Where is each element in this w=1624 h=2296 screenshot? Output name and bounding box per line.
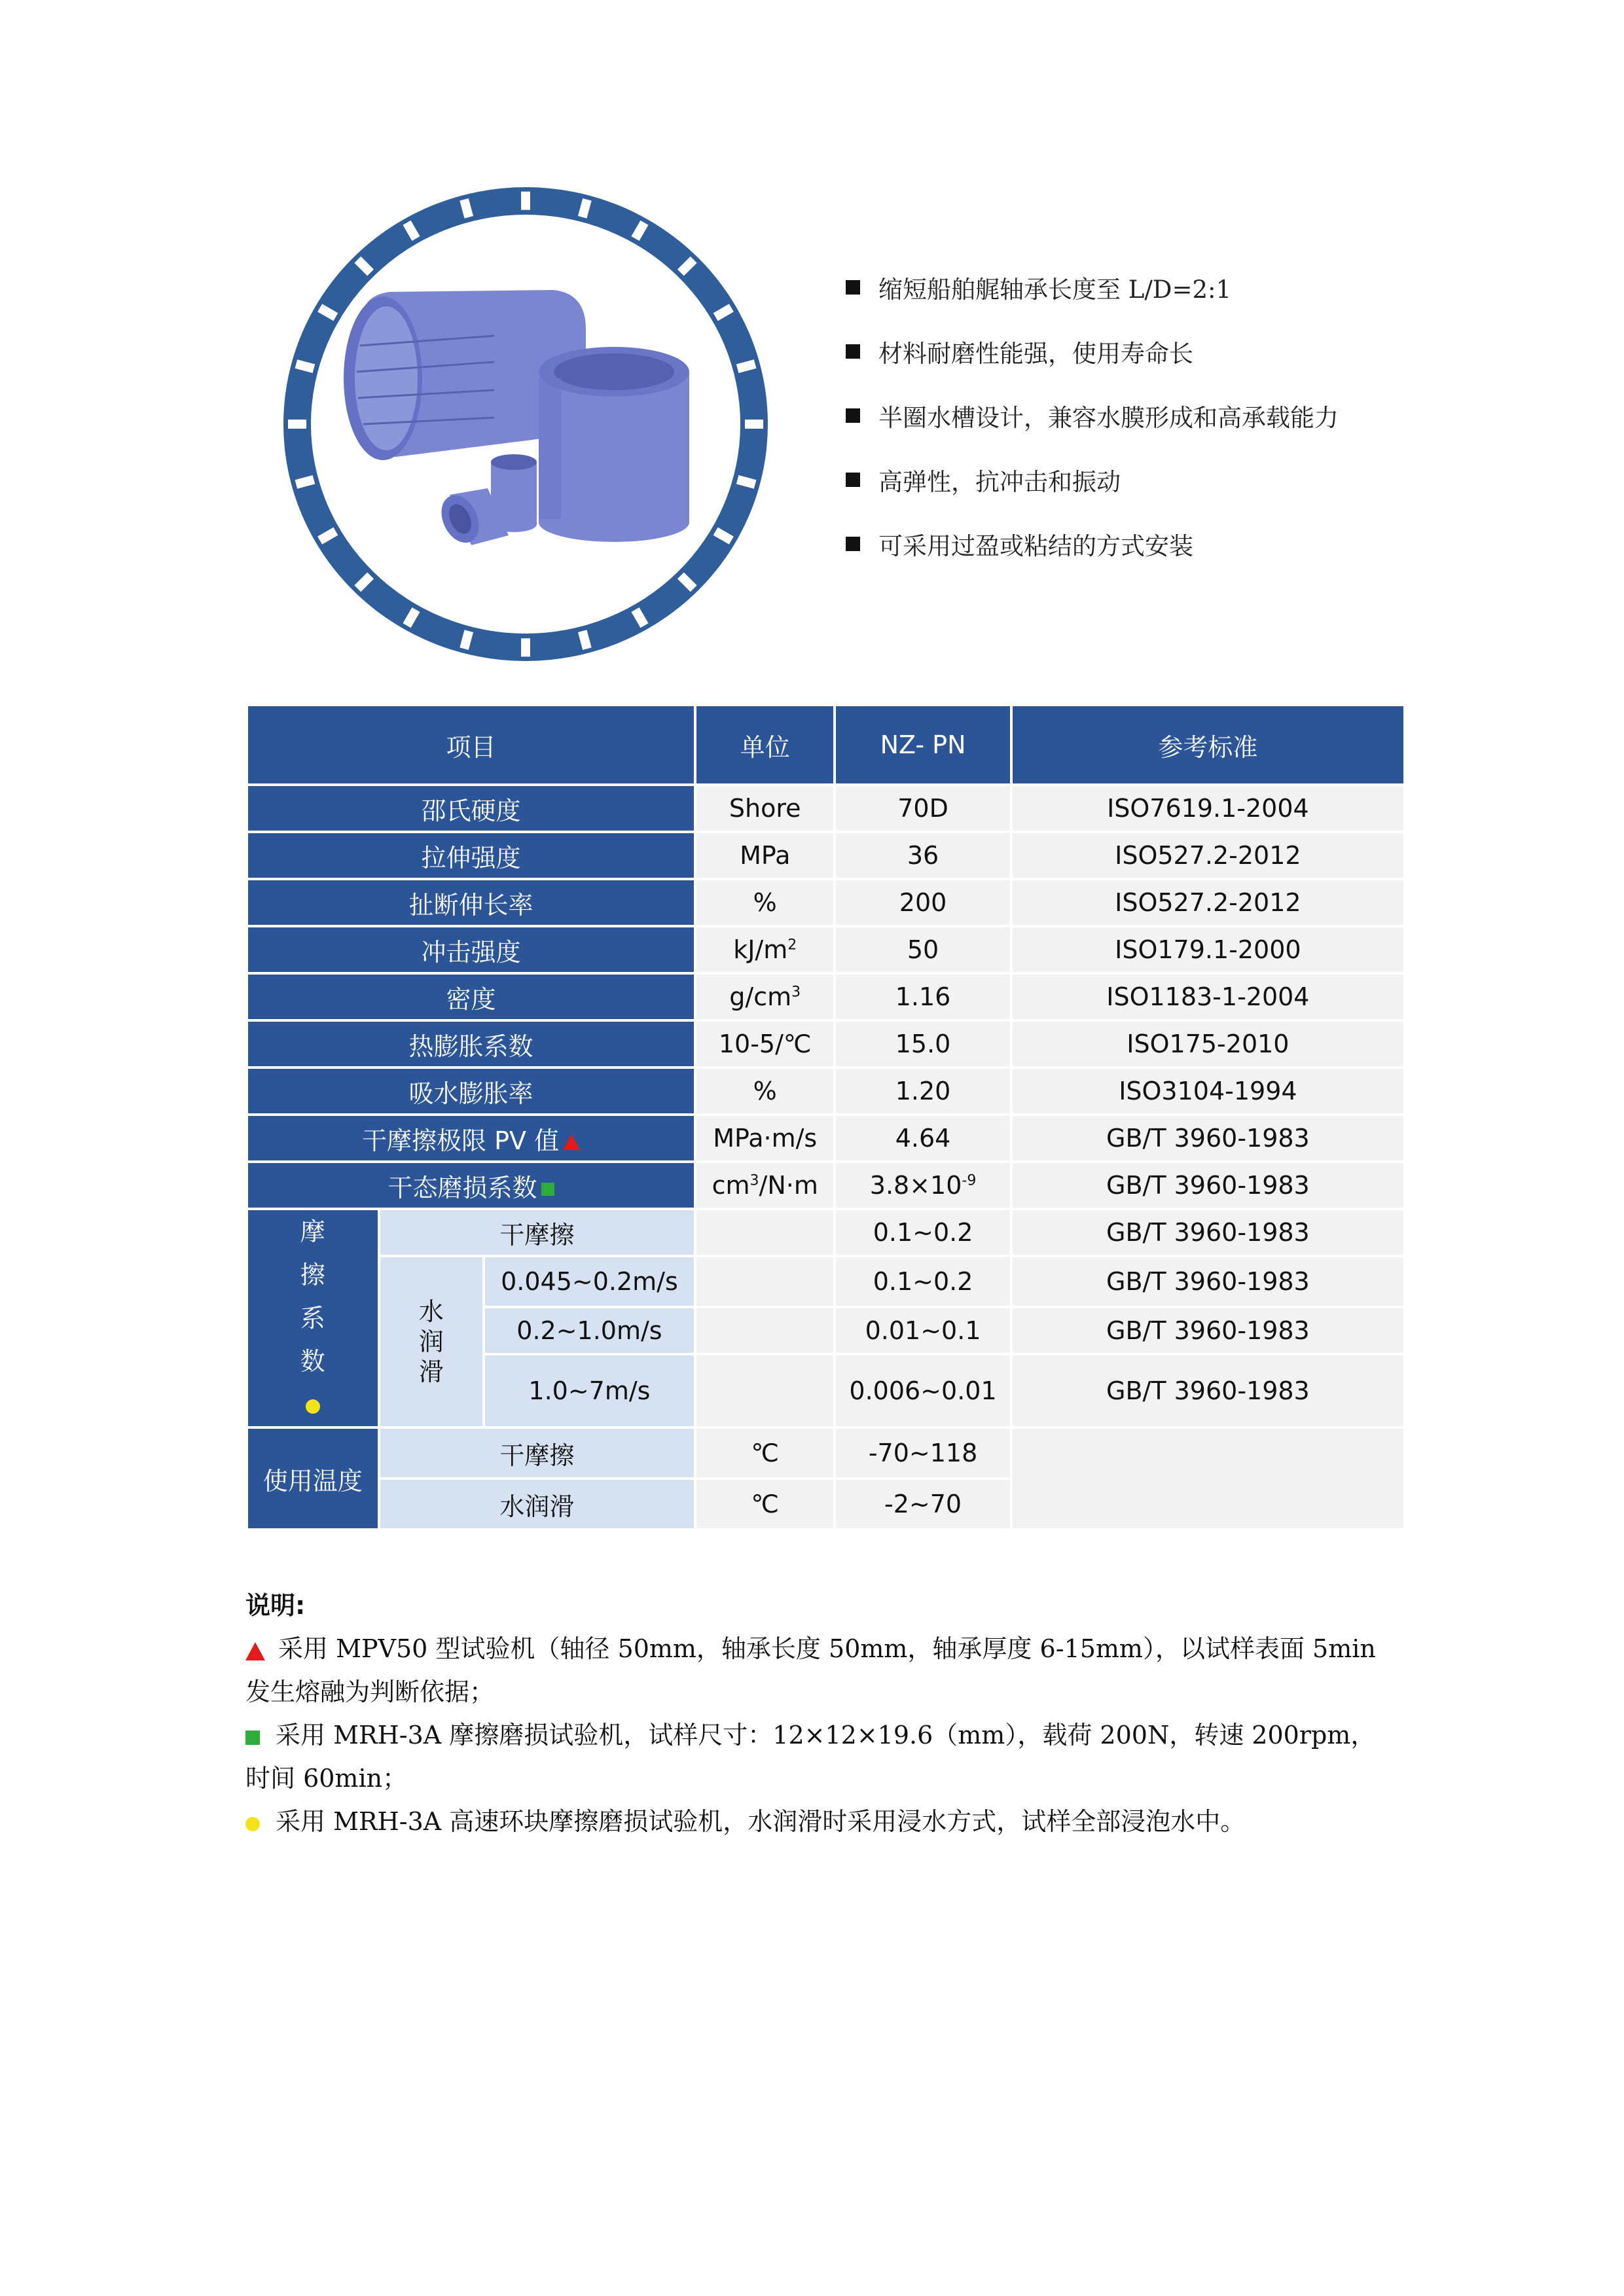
header-value: NZ- PN [836, 706, 1009, 783]
unit-base: kJ/m [733, 935, 788, 964]
row-item: 冲击强度 [248, 927, 694, 972]
ring-notch [521, 638, 530, 656]
table-row [248, 1022, 1403, 1066]
green-square-icon [245, 1731, 260, 1745]
water-label-char: 滑 [418, 1357, 444, 1386]
friction-dry-label: 干摩擦 [380, 1210, 694, 1255]
row-standard: ISO3104-1994 [1013, 1069, 1403, 1113]
bullet-square-icon [846, 280, 860, 295]
row-standard: GB/T 3960-1983 [1013, 1116, 1403, 1160]
friction-label-char: 系 [300, 1304, 325, 1333]
row-value: 50 [836, 927, 1009, 972]
header-unit: 单位 [696, 706, 833, 783]
row-standard: ISO175-2010 [1013, 1022, 1403, 1066]
row-unit-empty [696, 1210, 833, 1255]
row-value: 0.1~0.2 [836, 1257, 1009, 1306]
temperature-label: 使用温度 [248, 1429, 378, 1528]
feature-list [846, 255, 1500, 576]
temperature-condition: 水润滑 [380, 1480, 694, 1528]
table-row [248, 880, 1403, 925]
row-unit [696, 927, 833, 972]
row-unit: % [696, 1069, 833, 1113]
row-unit: ℃ [696, 1429, 833, 1477]
table-row [248, 1163, 1403, 1208]
note-triangle [245, 1627, 1398, 1713]
feature-item [846, 384, 1500, 448]
table-header-row [248, 706, 1403, 783]
product-emblem-graphic [278, 182, 773, 666]
row-item: 扯断伸长率 [248, 880, 694, 925]
note-text: 采用 MRH-3A 高速环块摩擦磨损试验机，水润滑时采用浸水方式，试样全部浸泡水中。 [276, 1807, 1246, 1836]
friction-label-char: 摩 [300, 1217, 325, 1246]
feature-item [846, 255, 1500, 319]
unit-base: g/cm [729, 982, 792, 1011]
spec-table [245, 704, 1406, 1531]
row-standard: GB/T 3960-1983 [1013, 1257, 1403, 1306]
row-item-text: 干摩擦极限 PV 值 [362, 1126, 560, 1155]
row-unit [696, 1163, 833, 1208]
ring-notch [521, 192, 530, 210]
row-item: 邵氏硬度 [248, 786, 694, 831]
feature-text: 可采用过盈或粘结的方式安装 [878, 532, 1193, 560]
note-text: 采用 MPV50 型试验机（轴径 50mm，轴承长度 50mm，轴承厚度 6-15mm），以试样表面 5min 发生熔融为判断依据； [245, 1634, 1376, 1706]
row-value: -70~118 [836, 1429, 1009, 1477]
notes-section [245, 1584, 1398, 1843]
note-text: 采用 MRH-3A 摩擦磨损试验机，试样尺寸：12×12×19.6（mm），载荷 200N，转速 200rpm，时间 60min； [245, 1721, 1376, 1793]
water-label-char: 润 [418, 1327, 444, 1356]
unit-superscript: 3 [791, 984, 801, 1001]
red-triangle-icon [563, 1134, 580, 1150]
friction-row-dry [248, 1210, 1403, 1255]
row-value: 1.16 [836, 975, 1009, 1019]
row-item-text: 干态磨损系数 [388, 1173, 537, 1202]
notes-title: 说明: [245, 1591, 306, 1620]
row-item: 吸水膨胀率 [248, 1069, 694, 1113]
table-row [248, 1069, 1403, 1113]
note-circle [245, 1800, 1398, 1843]
note-square [245, 1713, 1398, 1800]
row-standard: GB/T 3960-1983 [1013, 1355, 1403, 1426]
speed-range: 0.2~1.0m/s [485, 1308, 694, 1353]
red-triangle-icon [245, 1642, 265, 1660]
unit-pre: cm [712, 1171, 750, 1200]
table-row [248, 833, 1403, 878]
row-unit: 10-5/℃ [696, 1022, 833, 1066]
row-item [248, 1163, 694, 1208]
header-item: 项目 [248, 706, 694, 783]
row-unit-empty [696, 1257, 833, 1306]
row-value: 70D [836, 786, 1009, 831]
feature-text: 半圈水槽设计，兼容水膜形成和高承载能力 [878, 404, 1339, 432]
bullet-square-icon [846, 473, 860, 487]
ring-notch [745, 420, 763, 429]
row-value: 200 [836, 880, 1009, 925]
header-standard: 参考标准 [1013, 706, 1403, 783]
row-standard: GB/T 3960-1983 [1013, 1163, 1403, 1208]
row-unit: % [696, 880, 833, 925]
temperature-condition: 干摩擦 [380, 1429, 694, 1477]
row-item [248, 1116, 694, 1160]
row-value: 0.006~0.01 [836, 1355, 1009, 1426]
table-row [248, 786, 1403, 831]
row-item: 热膨胀系数 [248, 1022, 694, 1066]
row-unit-empty [696, 1355, 833, 1426]
row-value [836, 1163, 1009, 1208]
row-value: 4.64 [836, 1116, 1009, 1160]
row-value: 0.01~0.1 [836, 1308, 1009, 1353]
feature-item [846, 319, 1500, 384]
row-value: 15.0 [836, 1022, 1009, 1066]
row-unit-empty [696, 1308, 833, 1353]
unit-post: /N·m [759, 1171, 818, 1200]
row-standard-empty [1013, 1429, 1403, 1528]
feature-item [846, 448, 1500, 512]
yellow-circle-icon [306, 1399, 320, 1414]
table-row [248, 1116, 1403, 1160]
yellow-circle-icon [245, 1817, 260, 1831]
bullet-square-icon [846, 408, 860, 423]
row-value: 1.20 [836, 1069, 1009, 1113]
row-standard: ISO527.2-2012 [1013, 833, 1403, 878]
water-lubrication-label [380, 1257, 482, 1426]
green-square-icon [541, 1183, 554, 1196]
temperature-row [248, 1429, 1403, 1477]
row-item: 拉伸强度 [248, 833, 694, 878]
row-unit: MPa·m/s [696, 1116, 833, 1160]
water-label-char: 水 [418, 1297, 444, 1326]
bullet-square-icon [846, 537, 860, 551]
row-standard: GB/T 3960-1983 [1013, 1210, 1403, 1255]
row-value: -2~70 [836, 1480, 1009, 1528]
speed-range: 0.045~0.2m/s [485, 1257, 694, 1306]
row-unit [696, 975, 833, 1019]
feature-text: 高弹性，抗冲击和振动 [878, 468, 1121, 496]
friction-label-char: 数 [300, 1347, 325, 1376]
value-base: 3.8×10 [869, 1171, 962, 1200]
friction-label-char: 擦 [300, 1261, 325, 1289]
row-standard: ISO1183-1-2004 [1013, 975, 1403, 1019]
row-standard: ISO527.2-2012 [1013, 880, 1403, 925]
product-emblem [278, 182, 773, 666]
row-standard: ISO179.1-2000 [1013, 927, 1403, 972]
row-value: 36 [836, 833, 1009, 878]
row-item: 密度 [248, 975, 694, 1019]
ring-notch [288, 420, 306, 429]
friction-label [248, 1210, 378, 1426]
feature-text: 材料耐磨性能强，使用寿命长 [878, 340, 1193, 368]
row-standard: GB/T 3960-1983 [1013, 1308, 1403, 1353]
row-value: 0.1~0.2 [836, 1210, 1009, 1255]
feature-text: 缩短船舶艉轴承长度至 L/D=2:1 [878, 276, 1232, 304]
table-row [248, 927, 1403, 972]
unit-superscript: 2 [787, 937, 797, 954]
row-unit: MPa [696, 833, 833, 878]
feature-item [846, 512, 1500, 576]
row-unit: ℃ [696, 1480, 833, 1528]
value-superscript: -9 [962, 1172, 977, 1189]
row-unit: Shore [696, 786, 833, 831]
friction-row-water [248, 1257, 1403, 1306]
row-standard: ISO7619.1-2004 [1013, 786, 1403, 831]
unit-superscript: 3 [749, 1172, 759, 1189]
bullet-square-icon [846, 344, 860, 359]
speed-range: 1.0~7m/s [485, 1355, 694, 1426]
table-row [248, 975, 1403, 1019]
